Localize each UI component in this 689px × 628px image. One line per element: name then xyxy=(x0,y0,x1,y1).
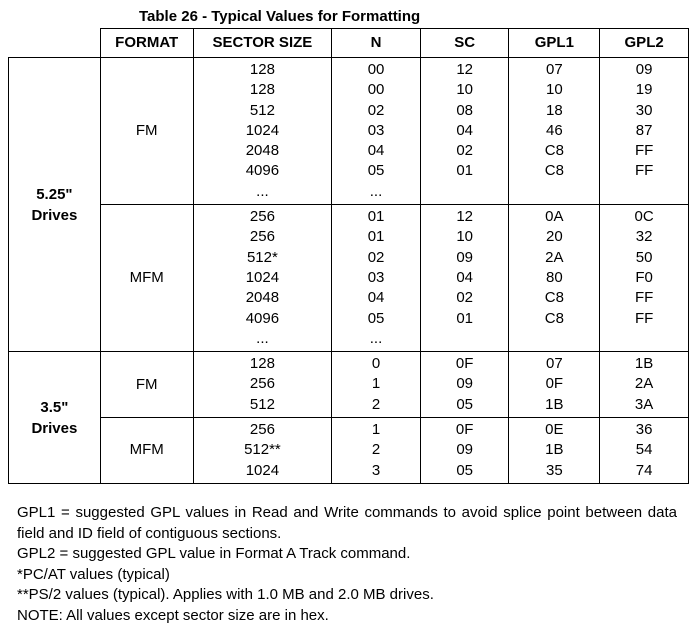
header-sc: SC xyxy=(420,29,509,58)
header-sector-size: SECTOR SIZE xyxy=(193,29,332,58)
drive-label: 3.5" Drives xyxy=(9,352,101,484)
formatting-values-table xyxy=(8,28,689,484)
column-sector-size xyxy=(193,205,332,352)
column-gpl2 xyxy=(600,58,689,205)
cell-sector-size: 256 xyxy=(249,208,275,226)
cell-gpl2 xyxy=(600,182,688,202)
cell-sector-size: 512* xyxy=(246,248,278,266)
cell-sc: 10 xyxy=(456,228,473,246)
cell-n: 1 xyxy=(371,421,381,439)
cell-sc xyxy=(421,329,509,349)
column-sc xyxy=(420,58,509,205)
cell-gpl2: FF xyxy=(634,289,654,307)
cell-gpl1: C8 xyxy=(544,142,564,160)
cell-gpl1 xyxy=(509,182,599,202)
format-label: MFM xyxy=(100,418,193,484)
cell-n: 2 xyxy=(371,441,381,459)
cell-sector-size: ... xyxy=(256,329,269,347)
cell-n: 00 xyxy=(367,61,385,78)
cell-sector-size: 512** xyxy=(244,441,281,459)
cell-gpl2: 09 xyxy=(635,61,653,78)
cell-sector-size: 256 xyxy=(249,421,275,439)
cell-sc: 12 xyxy=(456,208,473,226)
cell-sector-size: 4096 xyxy=(245,162,280,180)
column-gpl1 xyxy=(509,205,600,352)
cell-gpl1: 80 xyxy=(546,268,563,286)
column-gpl1 xyxy=(509,352,600,418)
header-n: N xyxy=(332,29,421,58)
cell-sector-size: 1024 xyxy=(245,121,280,139)
cell-gpl2: 87 xyxy=(635,121,653,139)
cell-gpl2: 36 xyxy=(635,421,653,439)
cell-sc: 05 xyxy=(456,395,473,413)
cell-sector-size: 256 xyxy=(249,228,275,246)
format-label: FM xyxy=(100,352,193,418)
cell-gpl2: 32 xyxy=(635,228,653,246)
cell-sc: 12 xyxy=(456,61,473,78)
cell-sc: 0F xyxy=(455,355,474,373)
note-gpl1: GPL1 = suggested GPL values in Read and Write commands to avoid splice point between data field and ID field of contiguous sections. xyxy=(17,504,677,542)
cell-sc: 02 xyxy=(456,289,473,307)
cell-gpl1: 1B xyxy=(545,441,564,459)
cell-sc: 01 xyxy=(456,309,473,327)
column-n xyxy=(332,58,421,205)
cell-gpl2: 0C xyxy=(634,208,654,226)
cell-sector-size: ... xyxy=(256,182,269,200)
header-format: FORMAT xyxy=(100,29,193,58)
format-block-row xyxy=(9,418,689,484)
cell-gpl1: 35 xyxy=(546,461,563,479)
cell-sc: 09 xyxy=(456,375,473,393)
cell-n: 2 xyxy=(371,395,381,413)
column-sc xyxy=(420,418,509,484)
cell-n: 01 xyxy=(367,228,385,246)
cell-n: 02 xyxy=(367,101,385,119)
cell-gpl2: 54 xyxy=(635,441,653,459)
cell-gpl2 xyxy=(600,329,688,349)
cell-sc: 04 xyxy=(456,268,473,286)
cell-gpl1: 46 xyxy=(546,121,563,139)
cell-gpl1: C8 xyxy=(544,309,564,327)
cell-gpl1: 18 xyxy=(546,101,563,119)
cell-n: 04 xyxy=(367,142,385,160)
cell-sector-size: 128 xyxy=(249,355,275,373)
cell-n: 3 xyxy=(371,461,381,479)
cell-gpl2: 50 xyxy=(635,248,653,266)
cell-sc: 08 xyxy=(456,101,473,119)
column-n xyxy=(332,205,421,352)
cell-gpl1: 07 xyxy=(546,61,563,78)
cell-sc: 09 xyxy=(456,441,473,459)
note-hex: NOTE: All values except sector size are in hex. xyxy=(17,606,329,624)
cell-sector-size: 2048 xyxy=(245,142,280,160)
cell-gpl1: 0F xyxy=(545,375,564,393)
cell-gpl1: 0A xyxy=(545,208,564,226)
cell-gpl1: 2A xyxy=(545,248,564,266)
column-sector-size xyxy=(193,352,332,418)
cell-n: 04 xyxy=(367,289,385,307)
note-ps2: **PS/2 values (typical). Applies with 1.0 MB and 2.0 MB drives. xyxy=(17,586,434,603)
table-title: Table 26 - Typical Values for Formatting xyxy=(139,8,421,25)
cell-gpl2: F0 xyxy=(635,268,653,286)
column-gpl2 xyxy=(600,418,689,484)
notes xyxy=(17,503,677,626)
column-n xyxy=(332,418,421,484)
cell-n: 0 xyxy=(371,355,381,373)
cell-gpl1: 1B xyxy=(545,395,564,413)
format-label: FM xyxy=(100,58,193,205)
cell-gpl2: FF xyxy=(634,142,654,160)
format-label: MFM xyxy=(100,205,193,352)
cell-n: 01 xyxy=(367,208,385,226)
column-gpl1 xyxy=(509,418,600,484)
cell-sc: 0F xyxy=(455,421,474,439)
cell-n: 02 xyxy=(367,248,385,266)
cell-sc xyxy=(421,182,509,202)
cell-gpl2: FF xyxy=(634,309,654,327)
cell-sc: 02 xyxy=(456,142,473,160)
cell-sector-size: 128 xyxy=(249,61,275,78)
column-n xyxy=(332,352,421,418)
cell-sector-size: 1024 xyxy=(245,461,280,479)
cell-gpl2: 1B xyxy=(634,355,654,373)
header-row xyxy=(9,29,689,58)
cell-gpl2: 30 xyxy=(635,101,653,119)
cell-sector-size: 128 xyxy=(249,81,275,99)
cell-gpl2: 2A xyxy=(634,375,654,393)
cell-n: ... xyxy=(369,182,383,200)
column-gpl2 xyxy=(600,352,689,418)
cell-gpl1: 07 xyxy=(546,355,563,373)
cell-n: 00 xyxy=(367,81,385,99)
cell-n: 03 xyxy=(367,121,385,139)
cell-gpl2: 3A xyxy=(634,395,654,413)
column-sector-size xyxy=(193,58,332,205)
cell-gpl2: 74 xyxy=(635,461,653,479)
cell-n: 05 xyxy=(367,309,385,327)
cell-n: 03 xyxy=(367,268,385,286)
cell-gpl1: 10 xyxy=(546,81,563,99)
header-blank xyxy=(9,29,101,58)
cell-gpl2: FF xyxy=(634,162,654,180)
format-block-row xyxy=(9,58,689,205)
column-gpl1 xyxy=(509,58,600,205)
column-gpl2 xyxy=(600,205,689,352)
cell-sc: 09 xyxy=(456,248,473,266)
column-sc xyxy=(420,352,509,418)
column-sc xyxy=(420,205,509,352)
cell-sc: 05 xyxy=(456,461,473,479)
cell-sc: 10 xyxy=(456,81,473,99)
header-gpl2: GPL2 xyxy=(600,29,689,58)
cell-gpl1: 0E xyxy=(545,421,564,439)
cell-gpl1 xyxy=(509,329,599,349)
drive-label: 5.25" Drives xyxy=(9,58,101,352)
header-gpl1: GPL1 xyxy=(509,29,600,58)
cell-n: 1 xyxy=(371,375,381,393)
note-gpl2: GPL2 = suggested GPL value in Format A Track command. xyxy=(17,545,411,562)
cell-sector-size: 512 xyxy=(249,395,275,413)
cell-sector-size: 4096 xyxy=(245,309,280,327)
note-pc-at: *PC/AT values (typical) xyxy=(17,565,170,583)
cell-gpl1: 20 xyxy=(546,228,563,246)
cell-sector-size: 256 xyxy=(249,375,275,393)
format-block-row xyxy=(9,205,689,352)
cell-gpl1: C8 xyxy=(544,162,564,180)
cell-sector-size: 1024 xyxy=(245,268,280,286)
cell-gpl2: 19 xyxy=(635,81,653,99)
cell-sector-size: 2048 xyxy=(245,289,280,307)
cell-sc: 01 xyxy=(456,162,473,180)
cell-gpl1: C8 xyxy=(544,289,564,307)
cell-n: 05 xyxy=(367,162,385,180)
cell-sc: 04 xyxy=(456,121,473,139)
cell-n: ... xyxy=(369,329,383,347)
cell-sector-size: 512 xyxy=(249,101,275,119)
column-sector-size xyxy=(193,418,332,484)
format-block-row xyxy=(9,352,689,418)
